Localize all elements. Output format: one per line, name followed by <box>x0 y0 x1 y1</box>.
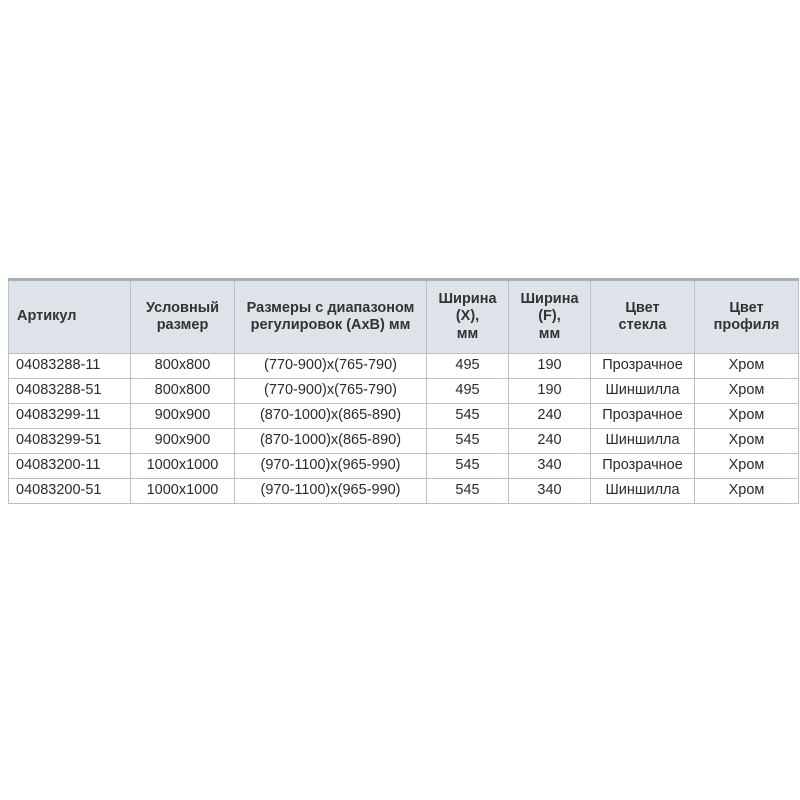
cell-adjustment-range: (870-1000)x(865-890) <box>235 429 427 454</box>
cell-width-f: 240 <box>509 404 591 429</box>
table-row <box>9 404 799 429</box>
cell-width-x: 545 <box>427 429 509 454</box>
header-glass-color: Цвет стекла <box>591 280 695 354</box>
cell-glass-color: Шиншилла <box>591 379 695 404</box>
cell-adjustment-range: (870-1000)x(865-890) <box>235 404 427 429</box>
cell-profile-color: Хром <box>695 479 799 504</box>
table-row <box>9 479 799 504</box>
cell-glass-color: Прозрачное <box>591 404 695 429</box>
specification-table <box>8 278 799 504</box>
cell-width-x: 545 <box>427 454 509 479</box>
cell-width-x: 495 <box>427 379 509 404</box>
cell-nominal-size: 900x900 <box>131 404 235 429</box>
cell-article: 04083288-51 <box>9 379 131 404</box>
cell-article: 04083200-11 <box>9 454 131 479</box>
table-row <box>9 429 799 454</box>
header-width-x: Ширина (X), мм <box>427 280 509 354</box>
cell-profile-color: Хром <box>695 354 799 379</box>
cell-article: 04083200-51 <box>9 479 131 504</box>
cell-width-f: 240 <box>509 429 591 454</box>
cell-glass-color: Прозрачное <box>591 454 695 479</box>
cell-article: 04083288-11 <box>9 354 131 379</box>
cell-adjustment-range: (970-1100)x(965-990) <box>235 454 427 479</box>
cell-width-f: 340 <box>509 454 591 479</box>
cell-width-f: 340 <box>509 479 591 504</box>
cell-width-x: 545 <box>427 404 509 429</box>
table-row <box>9 454 799 479</box>
cell-glass-color: Шиншилла <box>591 479 695 504</box>
cell-nominal-size: 800x800 <box>131 354 235 379</box>
cell-profile-color: Хром <box>695 404 799 429</box>
cell-nominal-size: 1000x1000 <box>131 454 235 479</box>
header-profile-color: Цвет профиля <box>695 280 799 354</box>
header-row <box>9 280 799 354</box>
cell-profile-color: Хром <box>695 454 799 479</box>
cell-width-f: 190 <box>509 379 591 404</box>
cell-glass-color: Шиншилла <box>591 429 695 454</box>
table-row <box>9 379 799 404</box>
cell-nominal-size: 1000x1000 <box>131 479 235 504</box>
cell-width-x: 495 <box>427 354 509 379</box>
cell-nominal-size: 900x900 <box>131 429 235 454</box>
cell-nominal-size: 800x800 <box>131 379 235 404</box>
header-article: Артикул <box>9 280 131 354</box>
cell-profile-color: Хром <box>695 429 799 454</box>
cell-width-f: 190 <box>509 354 591 379</box>
cell-profile-color: Хром <box>695 379 799 404</box>
cell-adjustment-range: (770-900)x(765-790) <box>235 379 427 404</box>
cell-glass-color: Прозрачное <box>591 354 695 379</box>
cell-adjustment-range: (770-900)x(765-790) <box>235 354 427 379</box>
cell-adjustment-range: (970-1100)x(965-990) <box>235 479 427 504</box>
cell-article: 04083299-51 <box>9 429 131 454</box>
header-width-f: Ширина (F), мм <box>509 280 591 354</box>
table-row <box>9 354 799 379</box>
cell-width-x: 545 <box>427 479 509 504</box>
header-nominal-size: Условный размер <box>131 280 235 354</box>
header-adjustment-range: Размеры с диапазоном регулировок (АхВ) мм <box>235 280 427 354</box>
cell-article: 04083299-11 <box>9 404 131 429</box>
